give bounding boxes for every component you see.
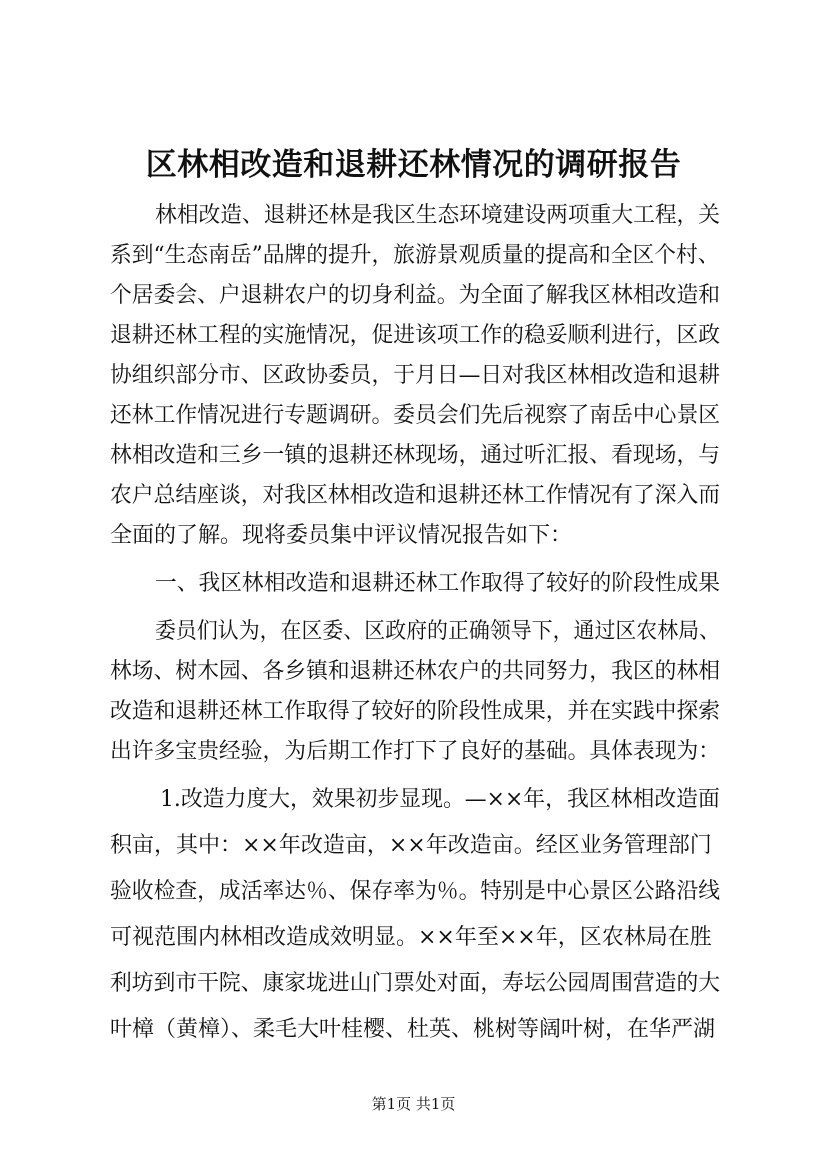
body-line: 可视范围内林相改造成效明显。××年至××年，区农林局在胜 [110,925,712,950]
document-title: 区林相改造和退耕还林情况的调研报告 [145,147,682,183]
body-line: 委员们认为，在区委、区政府的正确领导下，通过区农林局、 [155,619,721,644]
body-line: 系到“生态南岳”品牌的提升，旅游景观质量的提高和全区个村、 [110,243,720,268]
body-line: 叶樟（黄樟）、柔毛大叶桂樱、杜英、桃树等阔叶树，在华严湖 [110,1017,716,1042]
body-line: 出许多宝贵经验，为后期工作打下了良好的基础。具体表现为： [110,739,721,764]
body-line: 林相改造、退耕还林是我区生态环境建设两项重大工程，关 [155,203,721,228]
body-line: 还林工作情况进行专题调研。委员会们先后视察了南岳中心景区 [110,403,721,428]
body-line: 退耕还林工程的实施情况，促进该项工作的稳妥顺利进行，区政 [110,323,721,348]
body-line: 改造和退耕还林工作取得了较好的阶段性成果，并在实践中探索 [110,699,721,724]
body-line: 积亩，其中：××年改造亩，××年改造亩。经区业务管理部门 [110,833,712,858]
page-number: 第1页 共1页 [371,1095,456,1113]
body-line: 林场、树木园、各乡镇和退耕还林农户的共同努力，我区的林相 [110,659,721,684]
section-heading: 一、我区林相改造和退耕还林工作取得了较好的阶段性成果 [155,571,721,596]
body-line: 验收检查，成活率达％、保存率为％。特别是中心景区公路沿线 [110,879,721,904]
body-line: 利坊到市干院、康家垅进山门票处对面，寿坛公园周围营造的大 [110,971,721,996]
body-line: 林相改造和三乡一镇的退耕还林现场，通过听汇报、看现场，与 [110,443,721,468]
body-line: 全面的了解。现将委员集中评议情况报告如下： [110,523,573,548]
body-line: 个居委会、户退耕农户的切身利益。为全面了解我区林相改造和 [110,283,721,308]
body-line: 1.改造力度大，效果初步显现。—××年，我区林相改造面 [160,787,720,812]
body-line: 农户总结座谈，对我区林相改造和退耕还林工作情况有了深入而 [110,483,721,508]
body-line: 协组织部分市、区政协委员，于月日—日对我区林相改造和退耕 [110,363,721,388]
